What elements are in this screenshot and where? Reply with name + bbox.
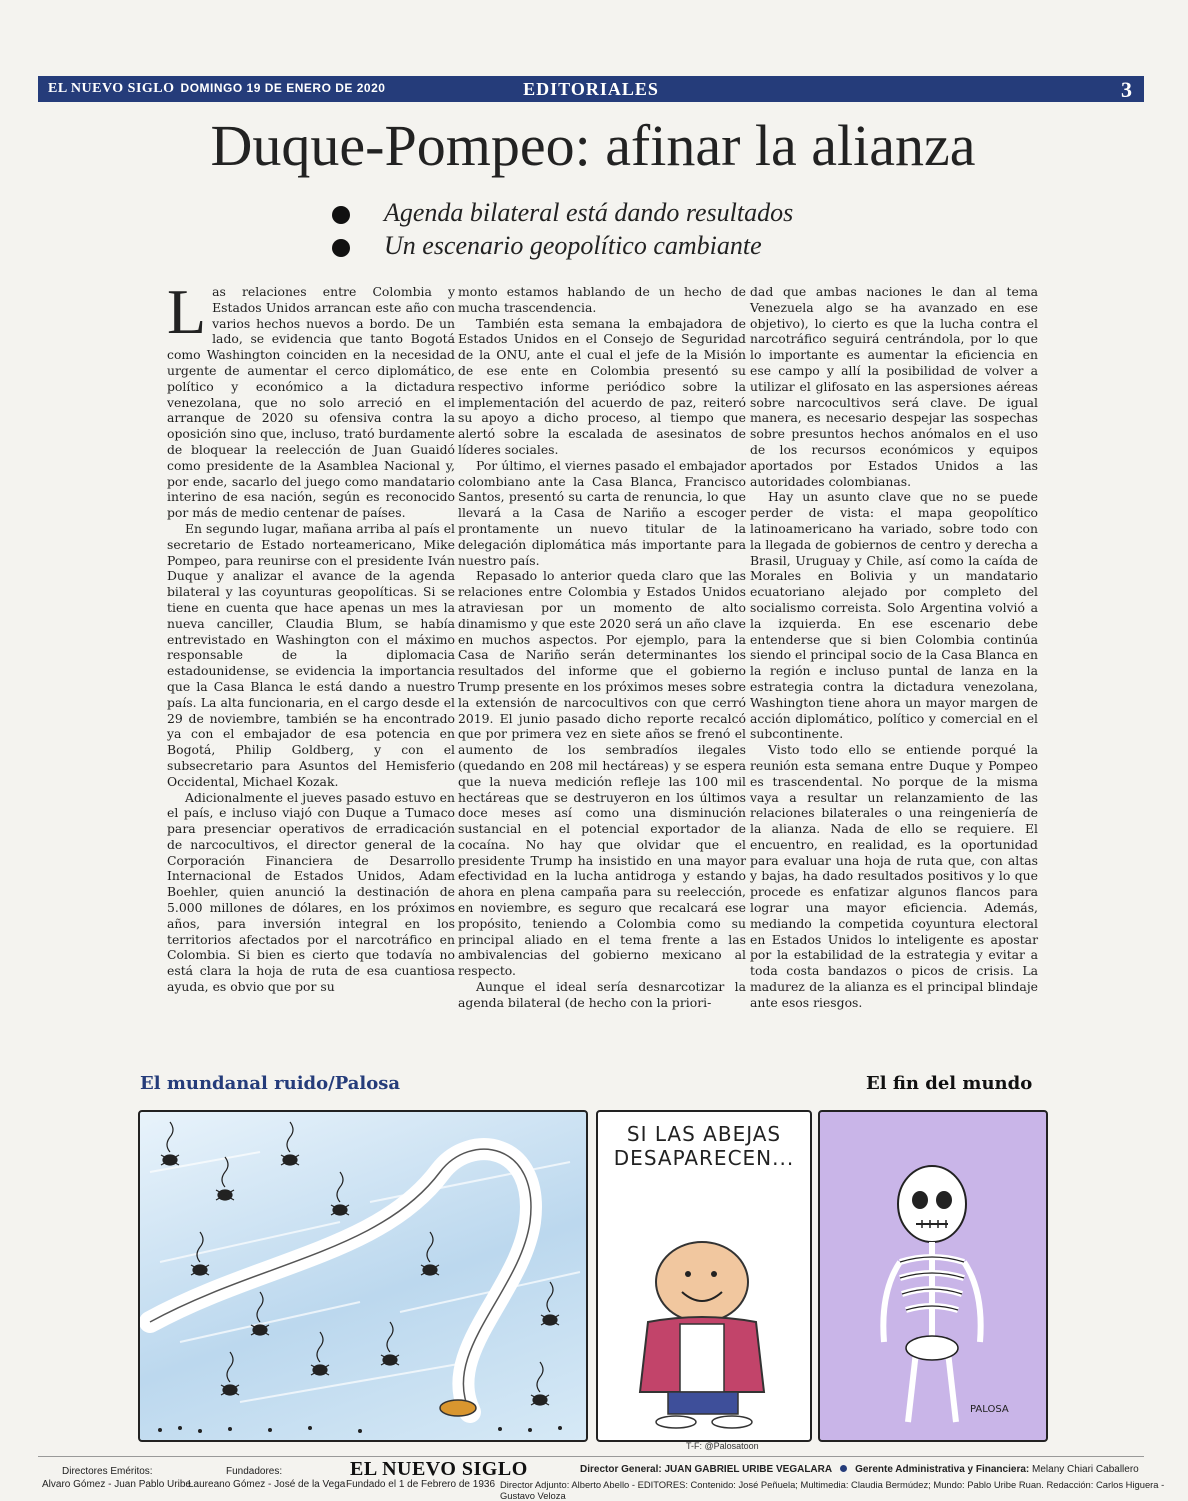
- cartoon-signature: PALOSA: [970, 1404, 1009, 1415]
- paragraph: Por último, el viernes pasado el embajador colombiano ante la Casa Blanca, Francisco Santos, presentó su carta de renuncia, lo que llevará a la Casa de Nariño a escoger prontamente un nuevo titular de la delegación diplomática más importante para nuestro país.: [458, 457, 746, 568]
- masthead-bar: [38, 76, 1144, 102]
- paragraph: dad que ambas naciones le dan al tema Venezuela algo se ha avanzado en ese objetivo), lo cierto es que la lucha contra el narcotráfico seguirá centrándola, por lo que lo importante es aumentar la eficiencia en ese campo y allí la posibilidad de volver a utilizar el glifosato en las aspersiones aéreas sobre narcocultivos será clave. De igual manera, es necesario despejar las sospechas sobre presuntos hechos anómalos en el uso de los recursos económicos y equipos aportados por Estados Unidos a las autoridades colombianas.: [750, 284, 1038, 489]
- cartoon-panel-bees: [138, 1110, 588, 1442]
- article-column-2: [458, 284, 746, 1011]
- footer-fundadores-names: Laureano Gómez - José de la Vega: [188, 1479, 346, 1490]
- speech-bubble-text: SI LAS ABEJAS DESAPARECEN...: [613, 1122, 795, 1170]
- paragraph: Repasado lo anterior queda claro que las relaciones entre Colombia y Estados Unidos atraviesan por un momento de alto dinamismo y que este 2020 será un año clave en muchos aspectos. Por ejemplo, para la Casa de Nariño serán determinantes los resultados del informe que el gobierno Trump presente en los próximos meses sobre la extensión de narcocultivos con que cerró 2019. El junio pasado dicho reporte recalcó que por primera vez en siete años se frenó el aumento de los sembradíos ilegales (quedando en 208 mil hectáreas) y se espera que la nueva medición refleje las 100 mil hectáreas que se destruyeron en los últimos doce meses así como una disminución sustancial en el potencial exportador de cocaína. No hay que olvidar que el presidente Trump ha insistido en una mayor efectividad en la lucha antidroga y estando ahora en plena campaña para su reelección, en noviembre, es seguro que recalcará ese propósito, teniendo a Colombia como su principal aliado en el tema frente a las ambivalencias del gobierno mexicano al respecto.: [458, 568, 746, 979]
- footer-staff: Director Adjunto: Alberto Abello - EDITORES: Contenido: José Peñuela; Multimedia: Claudia Bermúdez; Mundo: Pablo Uribe Ruan. Redacción: Carlos Higuera - Gustavo Veloza: [500, 1479, 1165, 1501]
- footer-logo: EL NUEVO SIGLO: [350, 1458, 528, 1480]
- cartoon-credit: T-F: @Palosatoon: [686, 1441, 759, 1451]
- cartoon-panel-skeleton: [818, 1110, 1048, 1442]
- paragraph: Aunque el ideal sería desnarcotizar la agenda bilateral (de hecho con la priori-: [458, 979, 746, 1010]
- paragraph: En segundo lugar, mañana arriba al país el secretario de Estado norteamericano, Mike Pompeo, para reunirse con el presidente Iván Duque y analizar el avance de la agenda bilateral y las coyunturas geopolíticas. Si se tiene en cuenta que hace apenas un mes la nueva canciller, Claudia Blum, se había entrevistado en Washington con el máximo responsable de la diplomacia estadounidense, se evidencia la importancia que la Casa Blanca le está dando a nuestro país. La alta funcionaria, en el cargo desde el 29 de noviembre, también se ha encontrado ya con el embajador de esa potencia en Bogotá, Philip Goldberg, y con el subsecretario para Asuntos del Hemisferio Occidental, Michael Kozak.: [167, 520, 456, 789]
- article-column-1: [167, 276, 456, 995]
- headline: Duque-Pompeo: afinar la alianza: [210, 113, 976, 178]
- subhead-2: Un escenario geopolítico cambiante: [332, 231, 793, 264]
- subhead-1: Agenda bilateral está dando resultados: [332, 198, 793, 231]
- skeleton-illustration: [820, 1112, 1046, 1440]
- paragraph: Las relaciones entre Colombia y Estados Unidos arrancan este año con varios hechos nuevos a bordo. De un lado, se evidencia que tanto Bogotá como Washington coinciden en la necesidad urgente de aumentar el cerco diplomático, político y económico a la dictadura venezolana, que no solo arreció en el arranque de 2020 su ofensiva contra la oposición sino que, incluso, trató burdamente de bloquear la reelección de Juan Guaidó como presidente de la Asamblea Nacional y, por ende, sacarlo del juego como mandatario interino de esa nación, según es reconocido por más de medio centenar de países.: [167, 276, 455, 521]
- paragraph: Hay un asunto clave que no se puede perder de vista: el mapa geopolítico latinoamericano ha variado, sobre todo con la llegada de gobiernos de centro y derecha a Brasil, Uruguay y Chile, así como la caída de Morales en Bolivia y un mandatario ecuatoriano alejado por completo del socialismo correista. Solo Argentina volvió a la izquierda. En ese escenario debe entenderse que si bien Colombia continúa siendo el principal socio de la Casa Blanca en la región e incluso puntal de lanza en la estrategia contra la dictadura venezolana, Washington tiene ahora un mayor margen de acción diplomático, político y comercial en el subcontinente.: [750, 489, 1038, 742]
- bees-illustration: [140, 1112, 586, 1440]
- cartoon-label-left: El mundanal ruido/Palosa: [140, 1073, 401, 1094]
- article-column-3: [750, 284, 1038, 1011]
- section-title: EDITORIALES: [523, 79, 659, 99]
- bullet-dot-icon: [332, 239, 350, 257]
- character-illustration: [598, 1112, 810, 1440]
- bullet-dot-icon: [332, 206, 350, 224]
- page-number: 3: [1121, 77, 1132, 102]
- dropcap: L: [167, 276, 207, 347]
- footer-fundadores-title: Fundadores:: [226, 1466, 283, 1477]
- footer-directors: Director General: JUAN GABRIEL URIBE VEGALARA Gerente Administrativa y Financiera: Melany Chiari Caballero: [580, 1464, 1139, 1475]
- masthead-date: DOMINGO 19 DE ENERO DE 2020: [180, 81, 386, 95]
- paragraph: También esta semana la embajadora de Estados Unidos en el Consejo de Seguridad de la ONU, ante el cual el jefe de la Misión de ese ente en Colombia presentó su respectivo informe periódico sobre la implementación del acuerdo de paz, reiteró su apoyo a dicho proceso, al tiempo que alertó sobre la escalada de asesinatos de líderes sociales.: [458, 315, 746, 457]
- footer-emeritos-title: Directores Eméritos:: [62, 1466, 153, 1477]
- separator-dot-icon: [840, 1465, 847, 1472]
- masthead-brand: EL NUEVO SIGLO: [48, 81, 175, 96]
- footer-emeritos-names: Alvaro Gómez - Juan Pablo Uribe: [42, 1479, 191, 1490]
- subheads: [332, 198, 793, 264]
- footer-divider: [38, 1456, 1144, 1457]
- cartoon-label-right: El fin del mundo: [866, 1073, 1033, 1094]
- paragraph: monto estamos hablando de un hecho de mucha trascendencia.: [458, 284, 746, 315]
- cartoon-panel-speech: [596, 1110, 812, 1442]
- paragraph: Visto todo ello se entiende porqué la reunión esta semana entre Duque y Pompeo es trascendental. No porque de la misma vaya a resultar un relanzamiento de las relaciones bilaterales o una reingeniería de la alianza. Nada de ello se requiere. El encuentro, en realidad, es la oportunidad para evaluar una hoja de ruta que, con altas y bajas, ha dado resultados positivos y lo que procede es enfatizar algunos flancos para lograr una mayor eficiencia. Además, mediando la competida coyuntura electoral en Estados Unidos lo inteligente es apostar por la estabilidad de la estrategia y evitar a toda costa bandazos o picos de crisis. La madurez de la alianza es el principal blindaje ante esos riesgos.: [750, 742, 1038, 1010]
- paragraph: Adicionalmente el jueves pasado estuvo en el país, e incluso viajó con Duque a Tumaco para presenciar operativos de erradicación de narcocultivos, el director general de la Corporación Financiera de Desarrollo Internacional de Estados Unidos, Adam Boehler, quien anunció la destinación de 5.000 millones de dólares, en los próximos años, para inversión integral en los territorios afectados por el narcotráfico en Colombia. Si bien es cierto que todavía no está clara la hoja de ruta de esa cuantiosa ayuda, es obvio que por su: [167, 789, 455, 995]
- footer-founded: Fundado el 1 de Febrero de 1936: [346, 1479, 495, 1490]
